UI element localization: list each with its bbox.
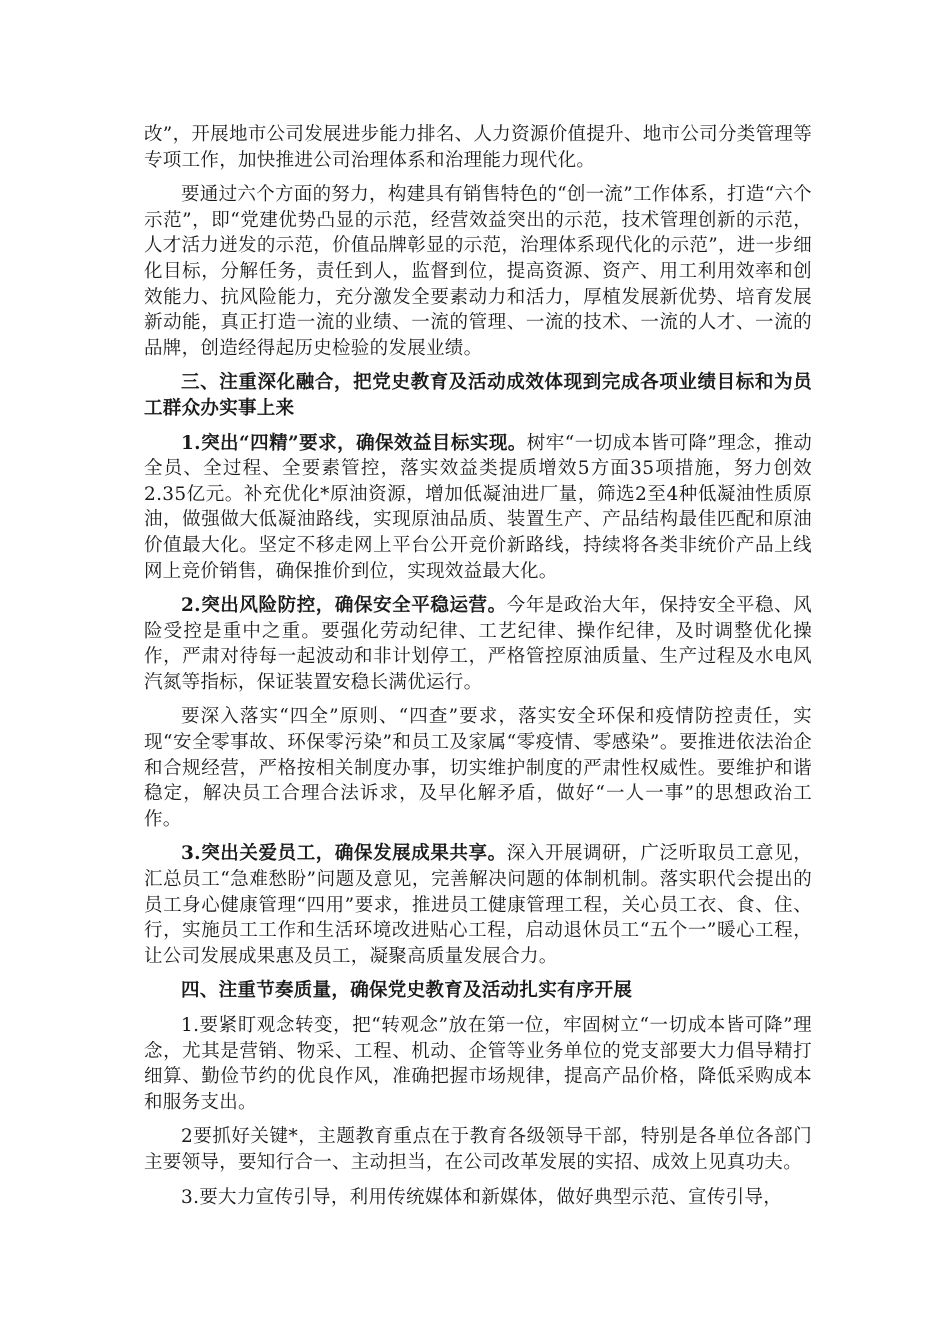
paragraph-six-demonstrations: 要通过六个方面的努力，构建具有销售特色的“创一流”工作体系，打造“六个示范”，即“党建优势凸显的示范，经营效益突出的示范，技术管理创新的示范，人才活力迸发的示范，价值品牌彰显的示范，治理体系现代化的示范”，进一步细化目标，分解任务，责任到人，监督到位，提高资源、资产、用工利用效率和创效能力、抗风险能力，充分激发全要素动力和活力，厚植发展新优势、培育发展新动能，真正打造一流的业绩、一流的管理、一流的技术、一流的人才、一流的品牌，创造经得起历史检验的发展业绩。 bbox=[144, 184, 812, 359]
section-heading-4: 四、注重节奏质量，确保党史教育及活动扎实有序开展 bbox=[181, 980, 633, 1002]
item-3-lead: 3.突出关爱员工，确保发展成果共享。 bbox=[181, 843, 507, 865]
item-2-body: 今年是政治大年，保持安全平稳、风险受控是重中之重。要强化劳动纪律、工艺纪律、操作纪律，及时调整优化操作，严肃对待每一起波动和非计划停工，严格管控原油质量、生产过程及水电风汽氮等指标，保证装置安稳长满优运行。 bbox=[144, 595, 812, 693]
item-2-lead: 2.突出风险防控，确保安全平稳运营。 bbox=[181, 595, 507, 617]
paragraph-continuation: 改”，开展地市公司发展进步能力排名、人力资源价值提升、地市公司分类管理等专项工作，加快推进公司治理体系和治理能力现代化。 bbox=[144, 124, 812, 171]
task-3-publicity: 3.要大力宣传引导，利用传统媒体和新媒体，做好典型示范、宣传引导， bbox=[181, 1186, 783, 1208]
item-1-body: 树牢“一切成本皆可降”理念，推动全员、全过程、全要素管控，落实效益类提质增效5方面35项措施，努力创效2.35亿元。补充优化*原油资源，增加低凝油进厂量，筛选2至4种低凝油性质原油，做强做大低凝油路线，实现原油品质、装置生产、产品结构最佳匹配和原油价值最大化。坚定不移走网上平台公开竞价新路线，持续将各类非统价产品上线网上竞价销售，确保推价到位，实现效益最大化。 bbox=[144, 432, 813, 582]
section-heading-3: 三、注重深化融合，把党史教育及活动成效体现到完成各项业绩目标和为员工群众办实事上来 bbox=[144, 372, 812, 419]
item-1-four-precise bbox=[144, 431, 812, 585]
task-1-concept-change: 1.要紧盯观念转变，把“转观念”放在第一位，牢固树立“一切成本皆可降”理念，尤其是营销、物采、工程、机动、企管等业务单位的党支部要大力倡导精打细算、勤俭节约的优良作风，准确把握市场规律，提高产品价格，降低采购成本和服务支出。 bbox=[144, 1015, 812, 1113]
item-3-care-employees bbox=[144, 841, 812, 969]
task-2-key-points: 2要抓好关键*，主题教育重点在于教育各级领导干部，特别是各单位各部门主要领导，要知行合一、主动担当，在公司改革发展的实招、成效上见真功夫。 bbox=[144, 1126, 812, 1173]
paragraph-safety-responsibility: 要深入落实“四全”原则、“四查”要求，落实安全环保和疫情防控责任，实现“安全零事故、环保零污染”和员工及家属“零疫情、零感染”。要推进依法治企和合规经营，严格按相关制度办事，切实维护制度的严肃性权威性。要维护和谐稳定，解决员工合理合法诉求，及早化解矛盾，做好“一人一事”的思想政治工作。 bbox=[144, 706, 812, 830]
document-body bbox=[144, 122, 812, 1219]
item-1-lead: 1.突出“四精”要求，确保效益目标实现。 bbox=[181, 432, 527, 454]
item-3-body: 深入开展调研，广泛听取员工意见，汇总员工“急难愁盼”问题及意见，完善解决问题的体制机制。落实职代会提出的员工身心健康管理“四用”要求，推进员工健康管理工程，关心员工衣、食、住、行，实施员工工作和生活环境改进贴心工程，启动退休员工“五个一”暖心工程，让公司发展成果惠及员工，凝聚高质量发展合力。 bbox=[144, 843, 812, 967]
item-2-risk-control bbox=[144, 593, 812, 695]
